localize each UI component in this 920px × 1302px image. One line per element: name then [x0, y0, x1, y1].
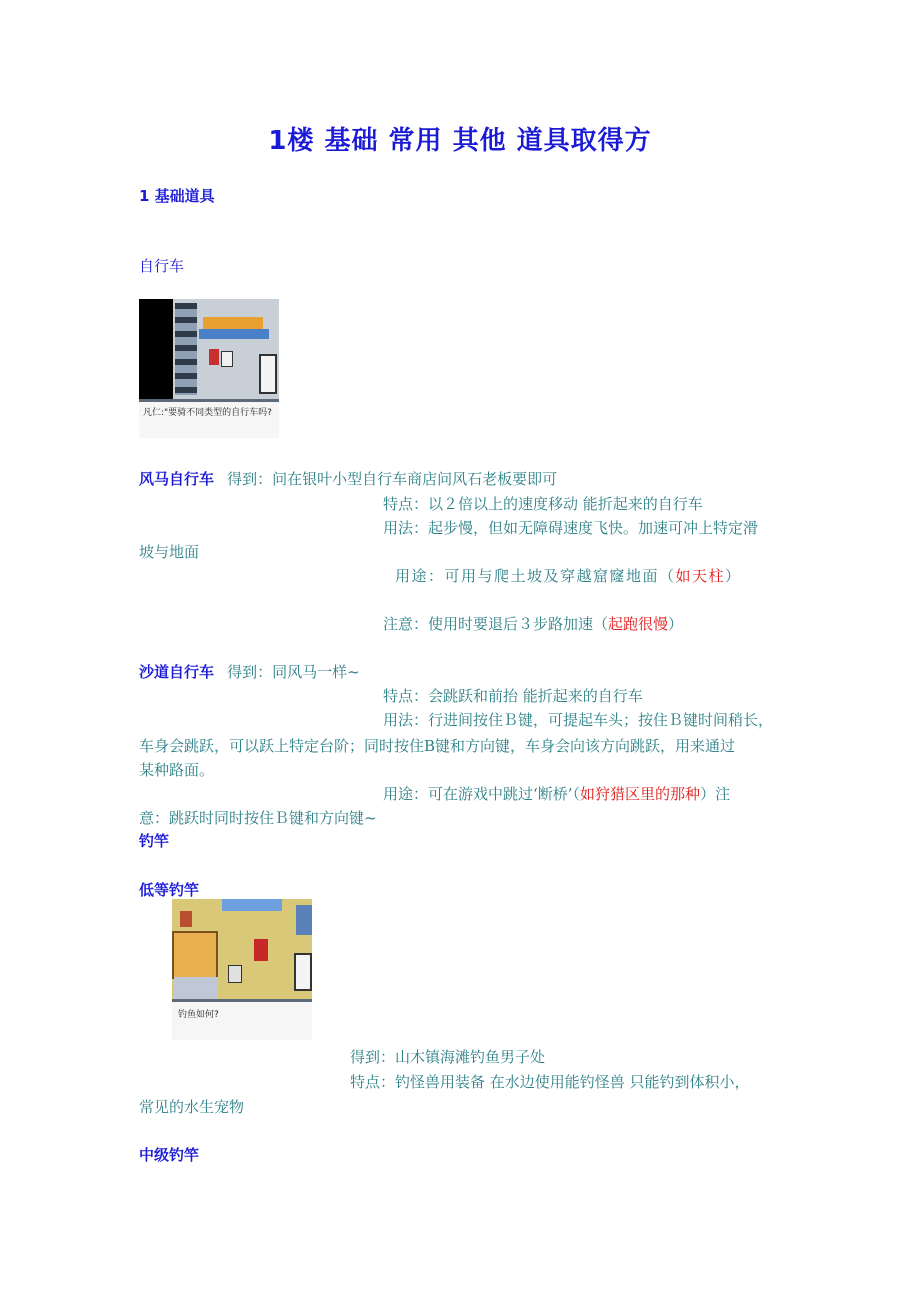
- bike-heading: 自行车: [139, 257, 185, 275]
- wind-bike-purpose-text: 用途：可用与爬土坡及穿越窟窿地面（: [395, 567, 676, 585]
- screenshot-black-edge: [139, 299, 173, 399]
- wind-bike-purpose-close: ）: [725, 567, 742, 585]
- page-title: 1楼 基础 常用 其他 道具取得方: [268, 126, 652, 156]
- sand-bike-usage-cont: 车身会跳跃，可以跃上特定台阶；同时按住B键和方向键，车身会向该方向跳跃，用来通过: [139, 737, 736, 755]
- wind-bike-usage-cont: 坡与地面: [139, 543, 200, 561]
- dialog-text: 钓鱼如何?: [178, 1010, 219, 1020]
- low-rod-heading: 低等钓竿: [139, 881, 200, 899]
- wind-bike-note: [383, 613, 683, 634]
- sand-bike-purpose-highlight: 如狩猎区里的那种: [580, 785, 701, 803]
- low-rod-feature-cont: 常见的水生宠物: [139, 1098, 245, 1116]
- sand-bike-purpose-close: ）注: [700, 785, 731, 803]
- sand-bike-usage-cont2: 某种路面。: [139, 761, 215, 779]
- sand-bike-feature: 特点：会跳跃和前抬 能折起来的自行车: [383, 687, 643, 705]
- low-rod-get: 得到：山木镇海滩钓鱼男子处: [350, 1048, 546, 1066]
- dialog-box: [139, 399, 279, 438]
- sand-bike-purpose: [383, 783, 730, 804]
- menu-panel: [294, 953, 312, 991]
- fishing-town-screenshot: [172, 899, 312, 1040]
- rod-heading: 钓竿: [139, 832, 170, 850]
- sand-bike-name: 沙道自行车: [139, 663, 215, 681]
- wind-bike-purpose-highlight: 如天柱: [675, 567, 726, 585]
- shop-counter: [203, 317, 263, 329]
- wind-bike-note-text: 注意：使用时要退后３步路加速（: [383, 615, 609, 633]
- sand-bike-purpose-text: 用途：可在游戏中跳过‘断桥’（: [383, 785, 581, 803]
- player-sprite: [209, 349, 219, 365]
- bike-rack: [175, 303, 197, 395]
- shop-counter-front: [199, 329, 269, 339]
- npc-sprite: [180, 911, 192, 927]
- mid-rod-heading: 中级钓竿: [139, 1146, 200, 1164]
- house-roof: [172, 931, 218, 979]
- menu-panel: [259, 354, 277, 394]
- bike-shop-screenshot: [139, 299, 279, 438]
- house-wall: [174, 977, 218, 999]
- wind-bike-feature: 特点：以２倍以上的速度移动 能折起来的自行车: [383, 495, 703, 513]
- water-strip: [222, 899, 282, 911]
- low-rod-feature: 特点：钓怪兽用装备 在水边使用能钓怪兽 只能钓到体积小，: [350, 1073, 750, 1091]
- wind-bike-name: 风马自行车: [139, 470, 215, 488]
- signpost: [228, 965, 242, 983]
- sand-bike-usage: 用法：行进间按住Ｂ键，可提起车头；按住Ｂ键时间稍长，: [383, 711, 774, 729]
- wind-bike-note-close: ）: [668, 615, 684, 633]
- wind-bike-note-highlight: 起跑很慢: [608, 615, 669, 633]
- player-sprite: [254, 939, 268, 961]
- npc-sprite: [221, 351, 233, 367]
- section-heading-basic-items: 1 基础道具: [139, 187, 215, 205]
- building-edge: [296, 905, 312, 935]
- wind-bike-usage: 用法：起步慢，但如无障碍速度飞快。加速可冲上特定滑: [383, 519, 759, 537]
- wind-bike-get: 得到：问在银叶小型自行车商店问风石老板要即可: [227, 470, 558, 488]
- sand-bike-note: 意：跳跃时同时按住Ｂ键和方向键~: [139, 809, 377, 827]
- dialog-text: 凡仁:"要骑不同类型的自行车吗?: [143, 408, 272, 418]
- sand-bike-get: 得到：同风马一样~: [227, 663, 360, 681]
- wind-bike-purpose: [395, 565, 742, 586]
- sand-bike-get-line: [139, 661, 360, 682]
- wind-bike-get-line: [139, 468, 557, 489]
- dialog-box: [172, 999, 312, 1040]
